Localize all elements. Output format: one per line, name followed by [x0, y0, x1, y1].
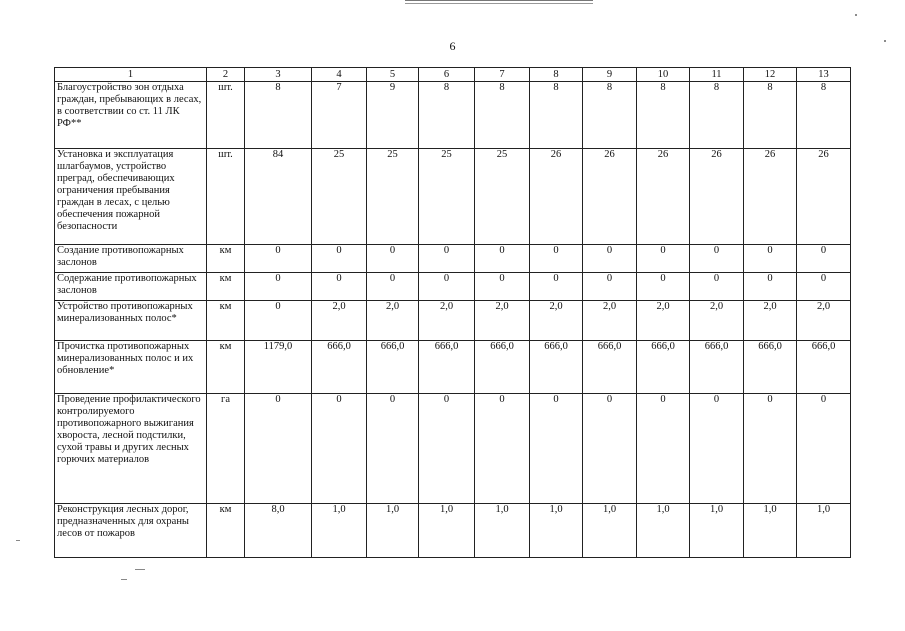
value-cell: 1,0: [797, 504, 851, 558]
unit-cell: шт.: [207, 149, 245, 245]
scan-speck: [16, 540, 20, 541]
value-cell: 0: [245, 301, 312, 341]
value-cell: 0: [583, 273, 637, 301]
value-cell: 2,0: [637, 301, 690, 341]
table-row: [55, 149, 851, 245]
value-cell: 9: [367, 82, 419, 149]
value-cell: 2,0: [797, 301, 851, 341]
value-cell: 8: [419, 82, 475, 149]
value-cell: 1,0: [690, 504, 744, 558]
value-cell: 2,0: [530, 301, 583, 341]
value-cell: 0: [797, 394, 851, 504]
value-cell: 26: [583, 149, 637, 245]
value-cell: 0: [419, 245, 475, 273]
value-cell: 25: [475, 149, 530, 245]
activity-name: Прочистка противопожарных минерализованных полос и их обновление*: [55, 341, 207, 394]
header-cell: 11: [690, 68, 744, 82]
value-cell: 0: [744, 245, 797, 273]
value-cell: 0: [245, 273, 312, 301]
top-rule: [405, 0, 593, 4]
value-cell: 2,0: [367, 301, 419, 341]
unit-cell: км: [207, 301, 245, 341]
value-cell: 0: [475, 394, 530, 504]
value-cell: 0: [690, 245, 744, 273]
scan-speck: [121, 579, 127, 580]
value-cell: 8: [690, 82, 744, 149]
value-cell: 666,0: [797, 341, 851, 394]
value-cell: 0: [690, 273, 744, 301]
value-cell: 0: [530, 245, 583, 273]
value-cell: 0: [419, 394, 475, 504]
unit-cell: км: [207, 245, 245, 273]
value-cell: 666,0: [419, 341, 475, 394]
value-cell: 1,0: [475, 504, 530, 558]
value-cell: 26: [530, 149, 583, 245]
value-cell: 8: [797, 82, 851, 149]
value-cell: 0: [419, 273, 475, 301]
header-cell: 6: [419, 68, 475, 82]
value-cell: 0: [583, 245, 637, 273]
value-cell: 8: [583, 82, 637, 149]
value-cell: 2,0: [690, 301, 744, 341]
value-cell: 0: [530, 394, 583, 504]
value-cell: 1,0: [583, 504, 637, 558]
value-cell: 0: [637, 245, 690, 273]
header-cell: 7: [475, 68, 530, 82]
header-cell: 1: [55, 68, 207, 82]
value-cell: 666,0: [530, 341, 583, 394]
value-cell: 666,0: [690, 341, 744, 394]
value-cell: 666,0: [637, 341, 690, 394]
value-cell: 666,0: [744, 341, 797, 394]
table-row: [55, 273, 851, 301]
value-cell: 2,0: [583, 301, 637, 341]
value-cell: 0: [312, 394, 367, 504]
value-cell: 0: [797, 273, 851, 301]
value-cell: 0: [637, 394, 690, 504]
value-cell: 0: [744, 394, 797, 504]
value-cell: 1,0: [367, 504, 419, 558]
value-cell: 1,0: [744, 504, 797, 558]
unit-cell: шт.: [207, 82, 245, 149]
table-row: [55, 504, 851, 558]
header-cell: 2: [207, 68, 245, 82]
scan-speck: [855, 14, 857, 16]
page-number: 6: [449, 39, 456, 53]
value-cell: 25: [312, 149, 367, 245]
value-cell: 0: [245, 245, 312, 273]
value-cell: 8: [245, 82, 312, 149]
value-cell: 0: [690, 394, 744, 504]
value-cell: 8,0: [245, 504, 312, 558]
value-cell: 0: [312, 245, 367, 273]
value-cell: 8: [744, 82, 797, 149]
value-cell: 25: [367, 149, 419, 245]
activity-name: Реконструкция лесных дорог, предназначенных для охраны лесов от пожаров: [55, 504, 207, 558]
table-row: [55, 82, 851, 149]
header-cell: 12: [744, 68, 797, 82]
value-cell: 666,0: [583, 341, 637, 394]
value-cell: 8: [530, 82, 583, 149]
value-cell: 0: [637, 273, 690, 301]
value-cell: 26: [637, 149, 690, 245]
value-cell: 1179,0: [245, 341, 312, 394]
table-row: [55, 341, 851, 394]
table-row: [55, 245, 851, 273]
value-cell: 2,0: [475, 301, 530, 341]
value-cell: 666,0: [367, 341, 419, 394]
activity-name: Проведение профилактического контролируемого противопожарного выжигания хвороста, лесной подстилки, сухой травы и других лесных горючих материалов: [55, 394, 207, 504]
value-cell: 0: [475, 273, 530, 301]
unit-cell: км: [207, 273, 245, 301]
activity-name: Содержание противопожарных заслонов: [55, 273, 207, 301]
table-header-row: [55, 68, 851, 82]
value-cell: 1,0: [419, 504, 475, 558]
value-cell: 26: [690, 149, 744, 245]
header-cell: 4: [312, 68, 367, 82]
header-cell: 13: [797, 68, 851, 82]
value-cell: 26: [744, 149, 797, 245]
table-row: [55, 394, 851, 504]
unit-cell: км: [207, 341, 245, 394]
activity-name: Установка и эксплуатация шлагбаумов, устройство преград, обеспечивающих ограничения пребывания граждан в лесах, с целью обеспечения пожарной безопасности: [55, 149, 207, 245]
table-row: [55, 301, 851, 341]
header-cell: 3: [245, 68, 312, 82]
header-cell: 8: [530, 68, 583, 82]
value-cell: 0: [367, 394, 419, 504]
value-cell: 1,0: [530, 504, 583, 558]
table-body: [55, 68, 851, 558]
value-cell: 0: [530, 273, 583, 301]
value-cell: 2,0: [419, 301, 475, 341]
value-cell: 0: [744, 273, 797, 301]
scan-speck: [135, 569, 145, 570]
activity-name: Устройство противопожарных минерализованных полос*: [55, 301, 207, 341]
unit-cell: га: [207, 394, 245, 504]
value-cell: 2,0: [744, 301, 797, 341]
value-cell: 0: [797, 245, 851, 273]
value-cell: 0: [367, 245, 419, 273]
value-cell: 26: [797, 149, 851, 245]
value-cell: 84: [245, 149, 312, 245]
value-cell: 1,0: [312, 504, 367, 558]
header-cell: 9: [583, 68, 637, 82]
value-cell: 0: [367, 273, 419, 301]
value-cell: 0: [245, 394, 312, 504]
header-cell: 10: [637, 68, 690, 82]
value-cell: 8: [637, 82, 690, 149]
value-cell: 0: [583, 394, 637, 504]
value-cell: 25: [419, 149, 475, 245]
header-cell: 5: [367, 68, 419, 82]
unit-cell: км: [207, 504, 245, 558]
value-cell: 666,0: [475, 341, 530, 394]
value-cell: 0: [475, 245, 530, 273]
value-cell: 8: [475, 82, 530, 149]
value-cell: 0: [312, 273, 367, 301]
value-cell: 7: [312, 82, 367, 149]
value-cell: 1,0: [637, 504, 690, 558]
value-cell: 666,0: [312, 341, 367, 394]
activity-name: Благоустройство зон отдыха граждан, пребывающих в лесах, в соответствии со ст. 11 ЛК РФ**: [55, 82, 207, 149]
data-table: [54, 67, 851, 558]
value-cell: 2,0: [312, 301, 367, 341]
activity-name: Создание противопожарных заслонов: [55, 245, 207, 273]
